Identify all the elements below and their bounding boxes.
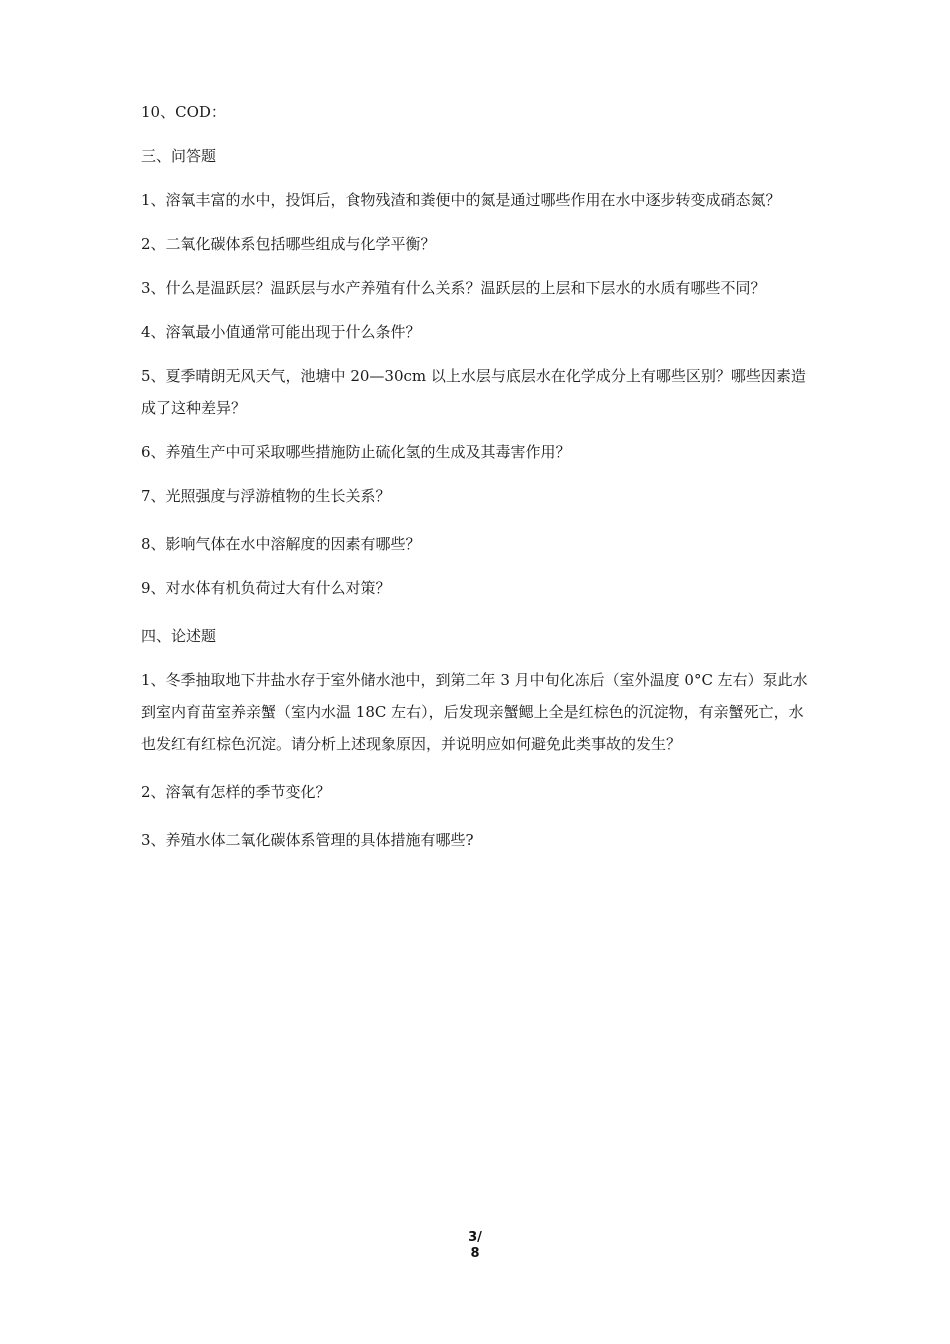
- essay-item: 2、溶氧有怎样的季节变化？: [141, 783, 331, 801]
- question-item: 4、溶氧最小值通常可能出现于什么条件？: [141, 323, 421, 341]
- question-item: 2、二氧化碳体系包括哪些组成与化学平衡？: [141, 235, 436, 253]
- essay-item: 3、养殖水体二氧化碳体系管理的具体措施有哪些?: [141, 831, 474, 849]
- question-item: 5、夏季晴朗无风天气，池塘中 20—30cm 以上水层与底层水在化学成分上有哪些区别？哪些因素造成了这种差异？: [141, 367, 806, 417]
- question-item: 9、对水体有机负荷过大有什么对策？: [141, 579, 391, 597]
- question-item: 7、光照强度与浮游植物的生长关系？: [141, 487, 391, 505]
- question-item: 8、影响气体在水中溶解度的因素有哪些？: [141, 535, 421, 553]
- page-number-footer: [0, 1230, 950, 1262]
- page-total: 8: [470, 1246, 480, 1261]
- question-item: 3、什么是温跃层？温跃层与水产养殖有什么关系？温跃层的上层和下层水的水质有哪些不同？: [141, 279, 766, 297]
- definition-item-cod: 10、COD：: [141, 103, 226, 121]
- essay-item: 1、冬季抽取地下井盐水存于室外储水池中，到第二年 3 月中旬化冻后（室外温度 0°C 左右）泵此水到室内育苗室养亲蟹（室内水温 18C 左右），后发现亲蟹鳃上全是红棕色的沉淀物，有亲蟹死亡，水也发红有红棕色沉淀。请分析上述现象原因，并说明应如何避免此类事故的发生？: [141, 671, 808, 753]
- question-item: 1、溶氧丰富的水中，投饵后，食物残渣和粪便中的氮是通过哪些作用在水中逐步转变成硝态氮？: [141, 191, 781, 209]
- page-number: 3/: [468, 1230, 482, 1245]
- section-heading-qa: 三、问答题: [141, 147, 217, 165]
- question-item: 6、养殖生产中可采取哪些措施防止硫化氢的生成及其毒害作用？: [141, 443, 571, 461]
- section-heading-essay: 四、论述题: [141, 627, 217, 645]
- document-body: [141, 96, 811, 856]
